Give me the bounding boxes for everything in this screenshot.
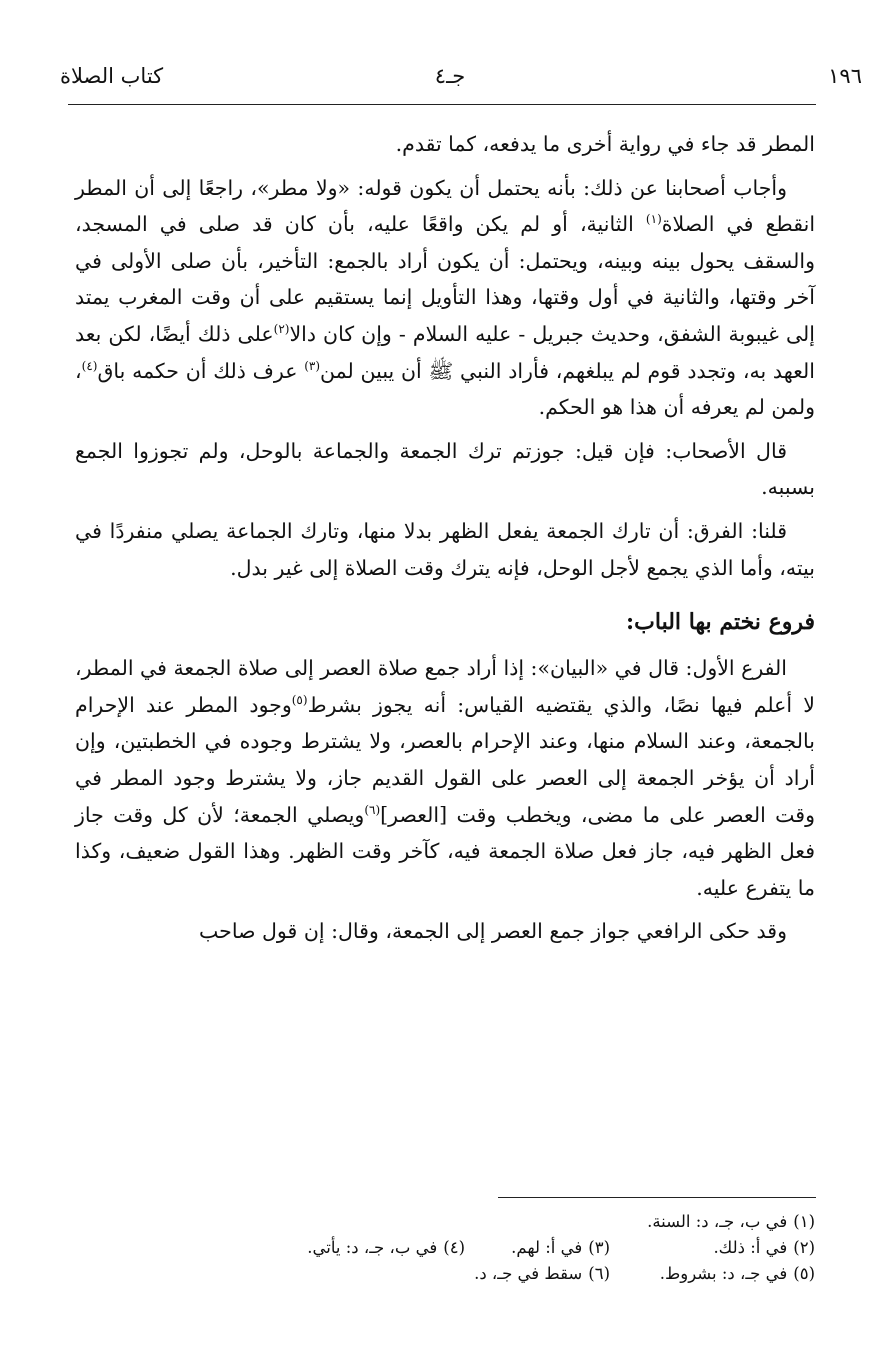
footnote-text: في جـ، د: بشروط. xyxy=(659,1264,788,1283)
footnote-2 xyxy=(610,1235,815,1261)
footnote-number: (٢) xyxy=(793,1238,815,1257)
paragraph-text: على ذلك أيضًا، لكن بعد العهد به، وتجدد قوم لم يبلغهم، فأراد النبي ﷺ أن يبين لمن xyxy=(75,321,815,383)
section-heading: فروع نختم بها الباب: xyxy=(626,609,815,636)
footnote-ref-3: (٣) xyxy=(304,358,321,373)
paragraph-3: قال الأصحاب: فإن قيل: جوزتم ترك الجمعة والجماعة بالوحل، ولم تجوزوا الجمع بسببه. xyxy=(75,438,815,500)
footnote-number: (٣) xyxy=(588,1238,610,1257)
footnote-ref-1: (١) xyxy=(645,212,662,227)
footnote-row xyxy=(80,1261,815,1287)
footnote-number: (٦) xyxy=(588,1264,610,1283)
paragraph-5 xyxy=(75,650,815,906)
paragraph-6: وقد حكى الرافعي جواز جمع العصر إلى الجمعة، وقال: إن قول صاحب xyxy=(199,919,787,944)
paragraph-text: وجود المطر عند الإحرام بالجمعة، وعند السلام منها، وعند الإحرام بالعصر، ولا يشترط وجوده في الخطبتين، وإن أراد أن يؤخر الجمعة إلى العصر على القول القديم جاز، ولا يشترط وجود المطر في وقت العصر على ما مضى، ويخطب وقت [العصر] xyxy=(75,692,815,827)
footnote-ref-6: (٦) xyxy=(364,802,381,817)
paragraph-text: الفرع الأول: قال في «البيان»: إذا أراد جمع صلاة العصر إلى صلاة الجمعة في المطر، لا أعلم فيها نصًا، والذي يقتضيه القياس: أنه يجوز بشرط xyxy=(74,656,815,717)
footnote-text: في ب، جـ، د: يأتي. xyxy=(307,1238,438,1257)
page-number: ١٩٦ xyxy=(828,64,862,88)
footnote-ref-5: (٥) xyxy=(291,692,308,707)
footnote-row xyxy=(80,1209,815,1235)
book-title: كتاب الصلاة xyxy=(60,64,164,88)
paragraph-text: ويصلي الجمعة؛ لأن كل وقت جاز فعل الظهر فيه، جاز فعل صلاة الجمعة فيه، كآخر وقت الظهر. وهذا القول ضعيف، وكذا ما يتفرع عليه. xyxy=(75,802,815,900)
footnote-text: في ب، جـ، د: السنة. xyxy=(647,1212,788,1231)
main-text xyxy=(75,126,815,957)
footnote-4 xyxy=(265,1235,465,1261)
footnote-5 xyxy=(610,1261,815,1287)
footnote-text: في أ: لهم. xyxy=(511,1238,583,1257)
footnote-ref-4: (٤) xyxy=(81,358,98,373)
paragraph-text: ، ولمن لم يعرفه أن هذا هو الحكم. xyxy=(75,358,815,420)
footnote-6 xyxy=(465,1261,610,1287)
paragraph-text: عرف ذلك أن حكمه باق xyxy=(97,358,305,383)
footnote-text: سقط في جـ، د. xyxy=(474,1264,583,1283)
footnote-1 xyxy=(610,1209,815,1235)
paragraph-text: وأجاب أصحابنا عن ذلك: بأنه يحتمل أن يكون قوله: «ولا مطر»، راجعًا إلى أن المطر انقطع في الصلاة xyxy=(75,175,816,237)
footnote-number: (١) xyxy=(793,1212,815,1231)
paragraph-2 xyxy=(75,170,815,426)
footnote-row xyxy=(80,1235,815,1261)
paragraph-text: الثانية، أو لم يكن واقعًا عليه، بأن كان قد صلى في المسجد، والسقف يحول بينه وبينه، ويحتمل: أن يكون أراد بالجمع: التأخير، بأن صلى الأولى في آخر وقتها، والثانية في أول وقتها، وهذا التأويل إنما يستقيم على أن وقت المغرب يمتد إلى غيبوبة الشفق، وحديث جبريل - عليه السلام - وإن كان دالا xyxy=(75,212,815,346)
header-divider xyxy=(68,104,816,105)
volume-label: جـ٤ xyxy=(434,64,466,88)
paragraph-1: المطر قد جاء في رواية أخرى ما يدفعه، كما تقدم. xyxy=(395,132,815,156)
footnote-number: (٤) xyxy=(443,1238,465,1257)
paragraph-4: قلنا: الفرق: أن تارك الجمعة يفعل الظهر بدلا منها، وتارك الجماعة يصلي منفردًا في بيته، وأما الذي يجمع لأجل الوحل، فإنه يترك وقت الصلاة إلى غير بدل. xyxy=(75,518,815,580)
footnote-3 xyxy=(465,1235,610,1261)
footnotes xyxy=(80,1209,815,1287)
footnote-text: في أ: ذلك. xyxy=(713,1238,788,1257)
footnote-divider xyxy=(498,1197,816,1198)
footnote-ref-2: (٢) xyxy=(273,322,290,337)
footnote-number: (٥) xyxy=(793,1264,815,1283)
